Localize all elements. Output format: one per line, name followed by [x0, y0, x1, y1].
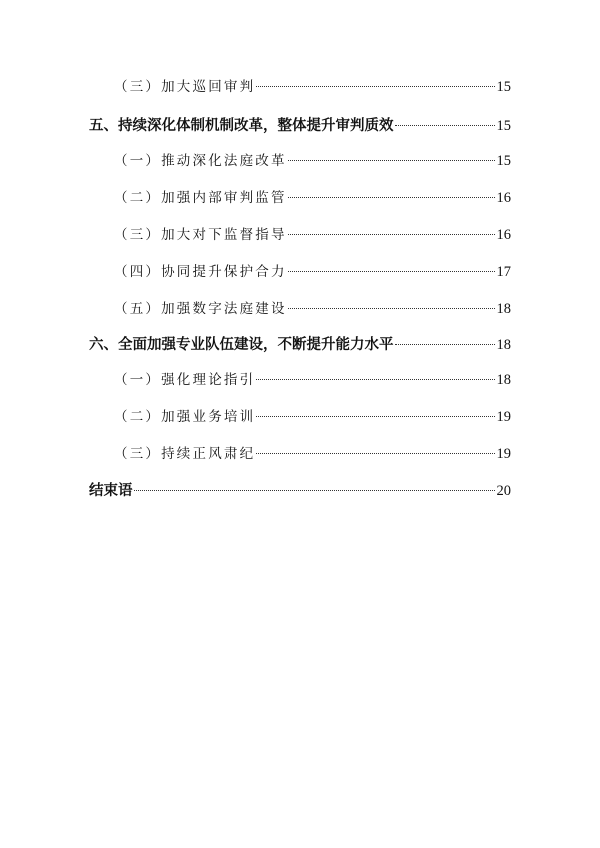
toc-entry-page: 16: [496, 190, 511, 206]
toc-entry-page: 18: [496, 301, 511, 317]
toc-entry-page: 18: [496, 337, 511, 353]
toc-entry-page: 19: [496, 446, 511, 462]
toc-entry-page: 18: [496, 372, 511, 388]
toc-dot-leader: [256, 86, 494, 87]
toc-entry-page: 17: [496, 264, 511, 280]
toc-dot-leader: [288, 308, 495, 309]
toc-entry-title: （一）强化理论指引: [114, 372, 256, 388]
toc-dot-leader: [288, 271, 495, 272]
toc-entry-page: 15: [496, 118, 511, 134]
toc-entry[interactable]: [114, 148, 511, 174]
toc-dot-leader: [256, 416, 494, 417]
toc-entry-title: （一）推动深化法庭改革: [114, 153, 287, 169]
toc-dot-leader: [134, 490, 495, 491]
toc-entry-title: 六、全面加强专业队伍建设，不断提升能力水平: [89, 337, 394, 353]
toc-entry[interactable]: [114, 296, 511, 322]
toc-entry[interactable]: [114, 185, 511, 211]
toc-dot-leader: [256, 453, 494, 454]
toc-entry-title: （三）加大巡回审判: [114, 79, 256, 95]
toc-entry-title: （三）持续正风肃纪: [114, 446, 256, 462]
toc-entry-page: 19: [496, 409, 511, 425]
toc-dot-leader: [395, 344, 495, 345]
toc-dot-leader: [288, 234, 495, 235]
toc-entry[interactable]: [114, 404, 511, 430]
toc-entry[interactable]: [114, 367, 511, 393]
toc-entry-title: （五）加强数字法庭建设: [114, 301, 287, 317]
toc-entry[interactable]: [114, 74, 511, 100]
toc-entry-title: （四）协同提升保护合力: [114, 264, 287, 280]
toc-entry[interactable]: [89, 478, 511, 504]
toc-entry-page: 20: [496, 483, 511, 499]
toc-entry[interactable]: [114, 222, 511, 248]
toc-entry[interactable]: [89, 113, 511, 139]
toc-dot-leader: [256, 379, 494, 380]
toc-entry[interactable]: [89, 332, 511, 358]
toc-entry-title: （三）加大对下监督指导: [114, 227, 287, 243]
toc-dot-leader: [288, 160, 495, 161]
toc-entry-title: （二）加强内部审判监管: [114, 190, 287, 206]
toc-entry-title: 五、持续深化体制机制改革，整体提升审判质效: [89, 118, 394, 134]
toc-entry[interactable]: [114, 259, 511, 285]
toc-entry-title: 结束语: [89, 483, 133, 499]
toc-entry-title: （二）加强业务培训: [114, 409, 256, 425]
toc-entry-page: 15: [496, 153, 511, 169]
toc-dot-leader: [288, 197, 495, 198]
toc-entry-page: 15: [496, 79, 511, 95]
toc-entry-page: 16: [496, 227, 511, 243]
toc-entry[interactable]: [114, 441, 511, 467]
toc-dot-leader: [395, 125, 495, 126]
